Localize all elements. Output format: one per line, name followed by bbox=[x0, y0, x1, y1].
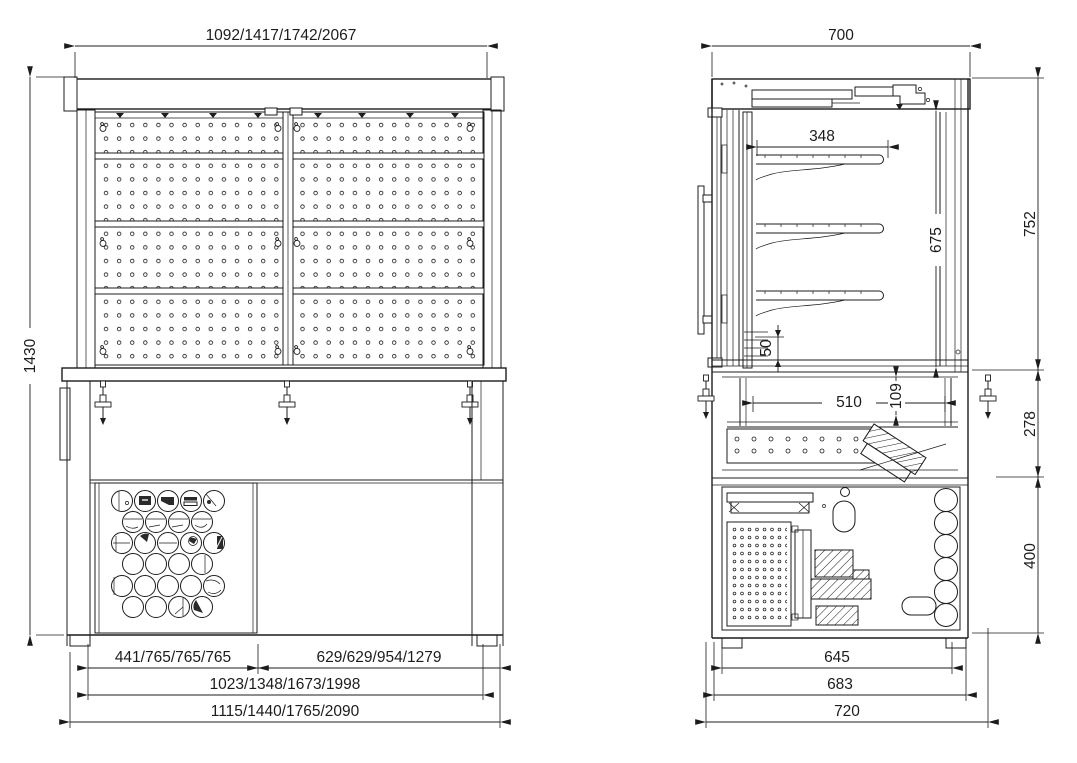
canopy-mechanism bbox=[752, 85, 930, 110]
panel-clip bbox=[265, 108, 277, 115]
front-base bbox=[60, 381, 503, 646]
dim-front-height: 1430 bbox=[22, 338, 39, 374]
dim-base-right: 629/629/954/1279 bbox=[316, 649, 442, 666]
dim-well-depth: 109 bbox=[888, 383, 905, 409]
ventilation-grille bbox=[95, 483, 257, 633]
dim-shelf-depth: 348 bbox=[809, 128, 835, 145]
door-handle bbox=[698, 186, 704, 334]
front-counter bbox=[62, 368, 506, 381]
compressor-blocks bbox=[811, 550, 871, 625]
cable-hole bbox=[841, 488, 850, 497]
dim-base-section: 400 bbox=[1022, 543, 1039, 569]
dim-chamber-height: 675 bbox=[928, 227, 945, 253]
shelf bbox=[756, 155, 884, 180]
dim-side-top-depth: 700 bbox=[828, 27, 854, 44]
dim-base-inner: 1023/1348/1673/1998 bbox=[209, 676, 361, 693]
rear-vent-holes bbox=[935, 489, 958, 627]
dim-base-left: 441/765/765/765 bbox=[114, 649, 232, 666]
side-canopy bbox=[712, 79, 970, 110]
panel-clip bbox=[290, 108, 302, 115]
dim-side-base-overall: 720 bbox=[834, 703, 860, 720]
fixing-clamp bbox=[95, 381, 111, 425]
dim-side-base-mid: 683 bbox=[827, 676, 853, 693]
front-view bbox=[21, 27, 506, 728]
dim-front-top-width: 1092/1417/1742/2067 bbox=[205, 27, 357, 44]
shelf bbox=[756, 291, 884, 316]
side-well-section bbox=[712, 372, 968, 485]
dim-bottom-gap: 50 bbox=[758, 339, 775, 357]
front-back-panels bbox=[95, 108, 484, 365]
front-canopy bbox=[64, 77, 504, 111]
fixing-clamp bbox=[980, 375, 996, 419]
dim-base-overall: 1115/1440/1765/2090 bbox=[210, 703, 360, 720]
dim-upper-section: 752 bbox=[1022, 211, 1039, 237]
door-hinge bbox=[708, 108, 722, 117]
well-perforated-plate bbox=[727, 429, 875, 463]
shelf bbox=[756, 224, 884, 249]
fixing-clamp bbox=[462, 381, 478, 425]
vent-slot bbox=[833, 501, 855, 532]
compartment-bracket bbox=[727, 493, 826, 513]
side-machine-compartment bbox=[712, 485, 968, 648]
fixing-clamp bbox=[279, 381, 295, 425]
dim-middle-section: 278 bbox=[1022, 411, 1039, 437]
dim-side-base-inner: 645 bbox=[824, 649, 850, 666]
side-shelf-column bbox=[743, 112, 768, 368]
condenser bbox=[727, 522, 791, 626]
grille-holes bbox=[112, 491, 225, 618]
side-glass-door bbox=[698, 108, 739, 368]
dim-well-opening: 510 bbox=[836, 394, 862, 411]
side-view bbox=[698, 27, 1044, 728]
vent-slot bbox=[902, 597, 936, 615]
side-shelves bbox=[756, 155, 884, 316]
side-dimensions bbox=[706, 27, 1044, 728]
compressor-plate bbox=[792, 526, 811, 620]
front-feet-clamps bbox=[95, 381, 478, 425]
